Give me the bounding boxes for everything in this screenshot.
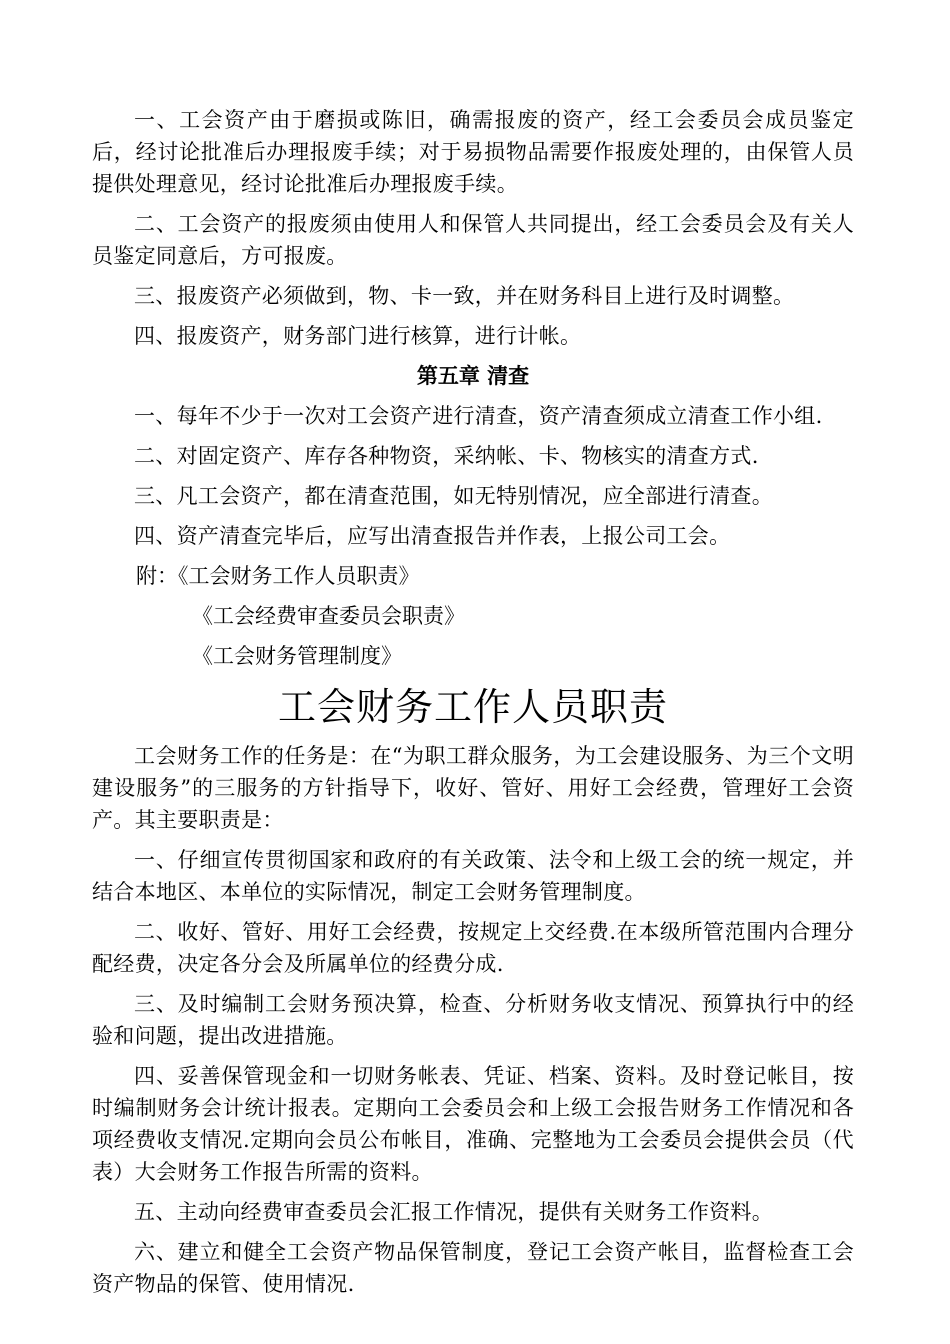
duty-paragraph-1: 一、仔细宣传贯彻国家和政府的有关政策、法令和上级工会的统一规定，并结合本地区、本单位的实际情况，制定工会财务管理制度。 [92,848,854,904]
chapter-5-heading: 第五章 清查 [416,364,530,388]
attachment-1: 附：《工会财务工作人员职责》 [136,564,420,588]
scrap-paragraph-4: 四、报废资产，财务部门进行核算，进行计帐。 [134,324,582,348]
duties-intro: 工会财务工作的任务是：在“为职工群众服务，为工会建设服务、为三个文明建设服务”的三服务的方针指导下，收好、管好、用好工会经费，管理好工会资产。其主要职责是： [92,744,854,832]
duty-paragraph-2: 二、收好、管好、用好工会经费，按规定上交经费.在本级所管范围内合理分配经费，决定各分会及所属单位的经费分成. [92,920,854,976]
scrap-paragraph-3: 三、报废资产必须做到，物、卡一致，并在财务科目上进行及时调整。 [134,284,795,308]
document-page [92,104,854,1308]
duty-paragraph-6: 六、建立和健全工会资产物品保管制度，登记工会资产帐目，监督检查工会资产物品的保管、使用情况. [92,1240,854,1296]
attachment-3: 《工会财务管理制度》 [192,644,402,668]
scrap-paragraph-2: 二、工会资产的报废须由使用人和保管人共同提出，经工会委员会及有关人员鉴定同意后，方可报废。 [92,212,854,268]
duty-paragraph-5: 五、主动向经费审查委员会汇报工作情况，提供有关财务工作资料。 [134,1200,773,1224]
inventory-paragraph-4: 四、资产清查完毕后，应写出清查报告并作表，上报公司工会。 [134,524,731,548]
duties-title: 工会财务工作人员职责 [277,685,668,729]
inventory-paragraph-2: 二、对固定资产、库存各种物资，采纳帐、卡、物核实的清查方式. [134,444,759,468]
duty-paragraph-3: 三、及时编制工会财务预决算，检查、分析财务收支情况、预算执行中的经验和问题，提出改进措施。 [92,992,854,1048]
scrap-paragraph-1: 一、工会资产由于磨损或陈旧，确需报废的资产，经工会委员会成员鉴定后，经讨论批准后办理报废手续；对于易损物品需要作报废处理的，由保管人员提供处理意见，经讨论批准后办理报废手续。 [92,108,854,196]
inventory-paragraph-3: 三、凡工会资产，都在清查范围，如无特别情况，应全部进行清查。 [134,484,773,508]
attachment-2: 《工会经费审查委员会职责》 [192,604,465,628]
duty-paragraph-4: 四、妥善保管现金和一切财务帐表、凭证、档案、资料。及时登记帐目，按时编制财务会计统计报表。定期向工会委员会和上级工会报告财务工作情况和各项经费收支情况.定期向会员公布帐目，准确、完整地为工会委员会提供会员（代表）大会财务工作报告所需的资料。 [92,1064,854,1184]
inventory-paragraph-1: 一、每年不少于一次对工会资产进行清查，资产清查须成立清查工作小组. [134,404,823,428]
